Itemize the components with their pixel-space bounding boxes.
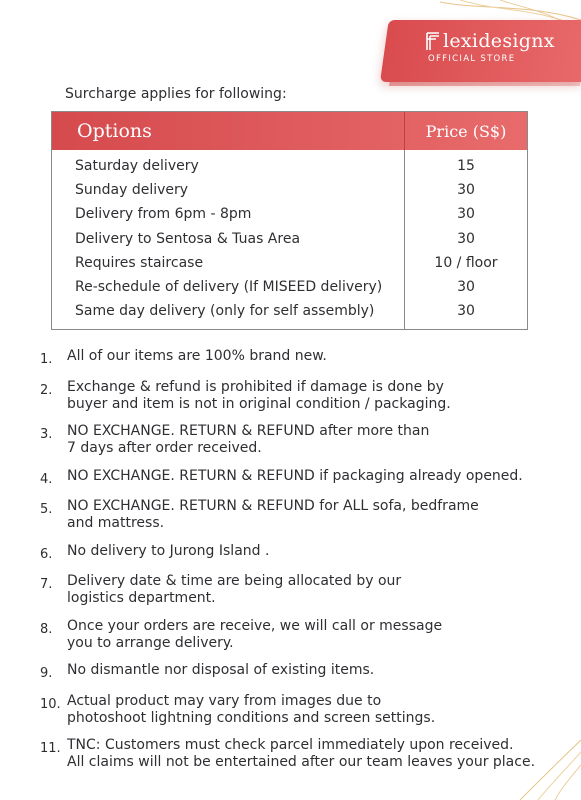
option-cell: Delivery to Sentosa & Tuas Area <box>75 230 301 247</box>
term-item <box>40 348 560 368</box>
price-column <box>405 150 527 329</box>
term-text: NO EXCHANGE. RETURN & REFUND for ALL sofa, bedframe and mattress. <box>67 498 479 531</box>
term-item <box>40 468 560 488</box>
term-text: All of our items are 100% brand new. <box>67 348 327 364</box>
term-number: 3. <box>40 427 53 442</box>
price-cell: 30 <box>457 303 475 320</box>
term-text: No delivery to Jurong Island . <box>67 542 270 559</box>
term-text: NO EXCHANGE. RETURN & REFUND if packaging already opened. <box>67 467 523 484</box>
term-number: 1. <box>40 352 53 367</box>
brand-f-logo-icon <box>425 31 441 51</box>
term-text: Exchange & refund is prohibited if damage is done by buyer and item is not in original condition / packaging. <box>67 378 451 412</box>
price-cell: 10 / floor <box>434 254 498 271</box>
term-item <box>40 379 560 413</box>
option-cell: Sunday delivery <box>75 182 189 199</box>
term-item <box>40 423 560 457</box>
header-options: Options <box>52 112 405 150</box>
price-cell: 30 <box>457 278 475 295</box>
term-text: Actual product may vary from images due to photoshoot lightning conditions and screen settings. <box>67 692 436 726</box>
brand-subtitle: OFFICIAL STORE <box>428 54 516 64</box>
option-cell: Re-schedule of delivery (If MISEED delivery) <box>75 278 383 295</box>
term-number: 2. <box>40 382 53 398</box>
surcharge-table <box>51 111 528 330</box>
term-item <box>40 543 560 563</box>
term-number: 10. <box>40 696 61 712</box>
price-cell: 30 <box>457 206 475 223</box>
option-cell: Delivery from 6pm - 8pm <box>75 206 252 223</box>
option-cell: Same day delivery (only for self assembly) <box>75 303 375 320</box>
term-text: NO EXCHANGE. RETURN & REFUND after more than 7 days after order received. <box>67 423 430 456</box>
header-price: Price (S$) <box>425 121 507 141</box>
term-number: 6. <box>40 546 53 562</box>
term-number: 8. <box>40 621 53 637</box>
term-number: 4. <box>40 471 53 487</box>
term-number: 7. <box>40 577 53 592</box>
term-item <box>40 618 560 652</box>
options-column <box>52 150 405 329</box>
term-text: Delivery date & time are being allocated by our logistics department. <box>67 573 402 606</box>
term-text: Once your orders are receive, we will call or message you to arrange delivery. <box>67 617 443 651</box>
term-item <box>40 573 560 607</box>
term-text: No dismantle nor disposal of existing items. <box>67 662 375 678</box>
term-number: 9. <box>40 666 53 681</box>
option-cell: Requires staircase <box>75 254 204 271</box>
term-item <box>40 662 560 682</box>
surcharge-intro: Surcharge applies for following: <box>65 86 287 102</box>
term-text: TNC: Customers must check parcel immediately upon received. All claims will not be entertained after our team leaves your place. <box>67 737 536 770</box>
option-cell: Saturday delivery <box>75 158 199 174</box>
brand-logo <box>425 30 555 64</box>
term-item <box>40 498 560 532</box>
terms-list <box>40 348 560 782</box>
table-body <box>52 150 527 329</box>
price-cell: 30 <box>457 182 475 199</box>
brand-name: lexidesignx <box>443 30 555 52</box>
price-cell: 15 <box>457 158 475 174</box>
term-item <box>40 693 560 727</box>
price-cell: 30 <box>457 230 475 247</box>
table-header <box>52 112 527 150</box>
term-item <box>40 737 560 771</box>
term-number: 5. <box>40 502 53 517</box>
term-number: 11. <box>40 741 61 756</box>
